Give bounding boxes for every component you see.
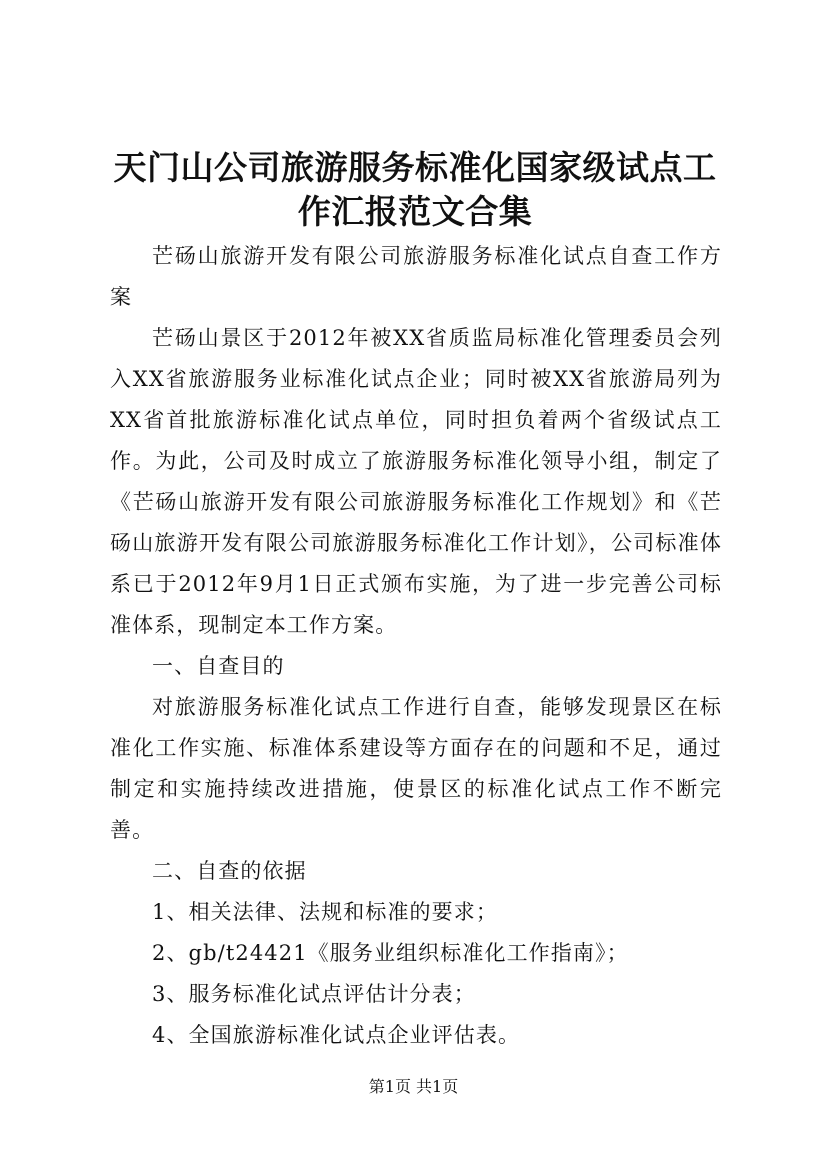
document-body xyxy=(110,236,722,1056)
section-heading-purpose: 一、自查目的 xyxy=(152,654,285,678)
basis-item-4: 4、全国旅游标准化试点企业评估表。 xyxy=(152,1023,521,1047)
heading-paragraph: 芒砀山旅游开发有限公司旅游服务标准化试点自查工作方案 xyxy=(110,244,722,309)
page-number-footer: 第1页 共1页 xyxy=(368,1077,459,1096)
purpose-paragraph: 对旅游服务标准化试点工作进行自查，能够发现景区在标准化工作实施、标准体系建设等方面存在的问题和不足，通过制定和实施持续改进措施，使景区的标准化试点工作不断完善。 xyxy=(110,695,722,842)
section-heading-basis: 二、自查的依据 xyxy=(152,859,307,883)
basis-item-3: 3、服务标准化试点评估计分表； xyxy=(152,982,476,1006)
basis-item-1: 1、相关法律、法规和标准的要求； xyxy=(152,900,498,924)
basis-item-2: 2、gb/t24421《服务业组织标准化工作指南》； xyxy=(152,941,629,965)
intro-paragraph: 芒砀山景区于2012年被XX省质监局标准化管理委员会列入XX省旅游服务业标准化试点企业；同时被XX省旅游局列为XX省首批旅游标准化试点单位，同时担负着两个省级试点工作。为此，公司及时成立了旅游服务标准化领导小组，制定了《芒砀山旅游开发有限公司旅游服务标准化工作规划》和《芒砀山旅游开发有限公司旅游服务标准化工作计划》，公司标准体系已于2012年9月1日正式颁布实施，为了进一步完善公司标准体系，现制定本工作方案。 xyxy=(110,326,722,637)
document-title: 天门山公司旅游服务标准化国家级试点工作汇报范文合集 xyxy=(113,148,717,231)
